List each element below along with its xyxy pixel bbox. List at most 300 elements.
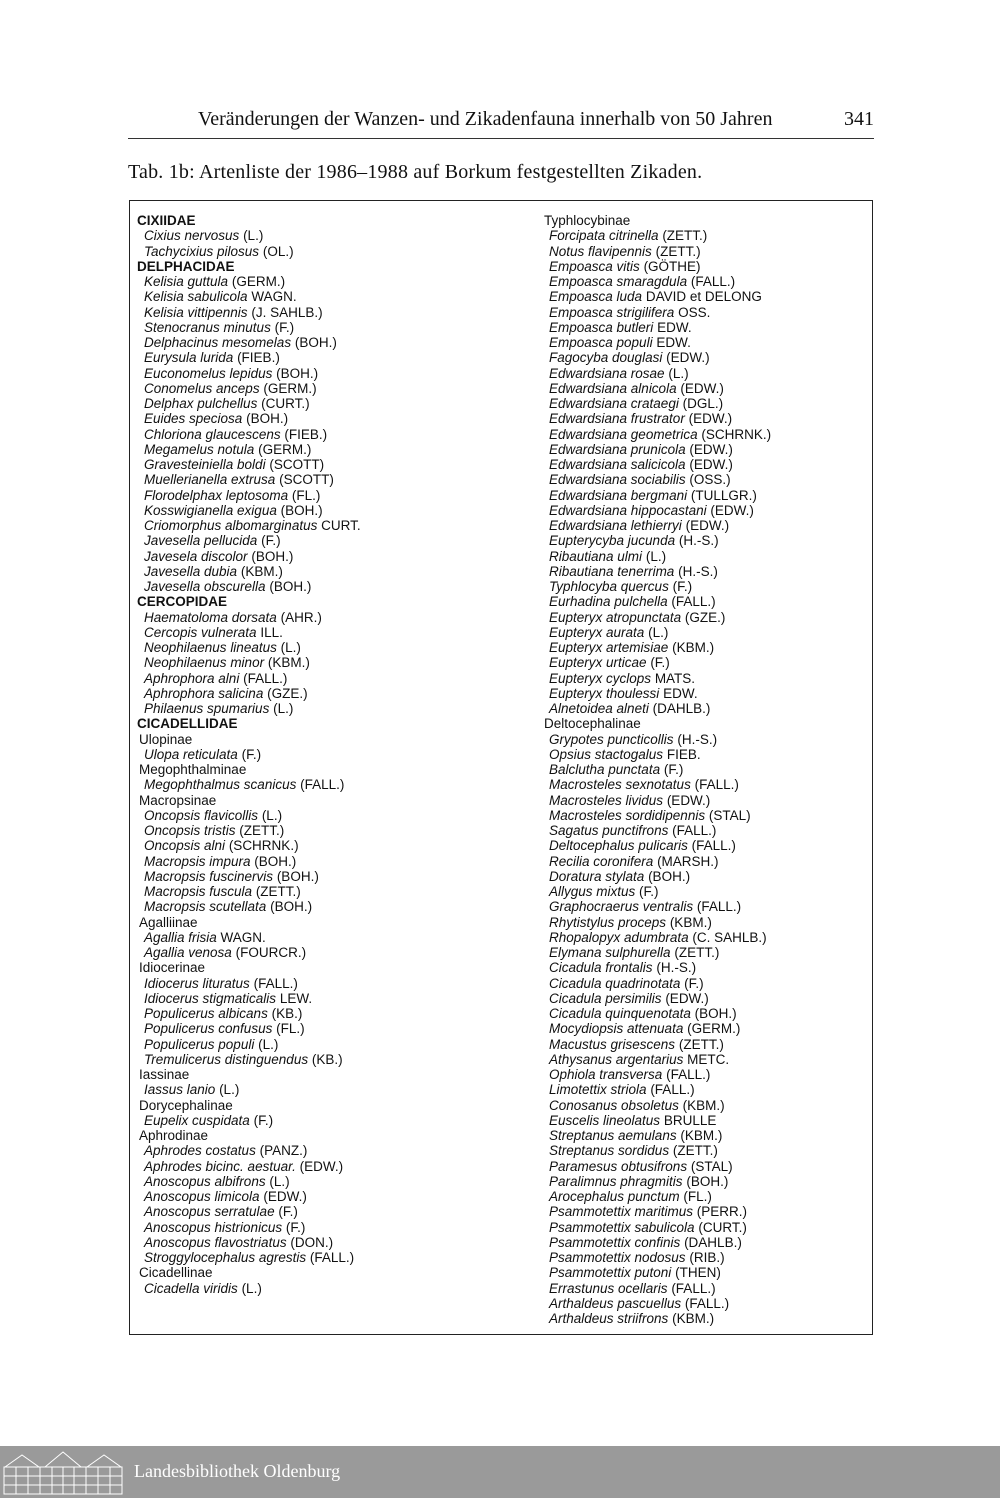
species-name: Cicadula frontalis (549, 960, 653, 976)
species-entry (137, 396, 361, 411)
species-author: (H.-S.) (656, 960, 697, 976)
species-entry (137, 930, 361, 945)
species-name: Empoasca vitis (549, 258, 640, 274)
library-footer-bar (0, 1446, 1000, 1498)
species-author: (L.) (219, 1082, 240, 1098)
species-entry (542, 259, 771, 274)
species-entry (137, 427, 361, 442)
species-name: Oncopsis alni (144, 838, 226, 854)
species-author: (EDW.) (710, 502, 754, 518)
species-entry (137, 610, 361, 625)
library-name: Landesbibliothek Oldenburg (134, 1461, 341, 1481)
species-name: Limotettix striola (549, 1082, 647, 1098)
species-entry (137, 503, 361, 518)
species-name: Psammotettix putoni (549, 1265, 672, 1281)
species-name: Florodelphax leptosoma (144, 487, 289, 503)
species-author: (FALL.) (309, 1250, 355, 1265)
species-entry (542, 350, 771, 365)
species-entry (542, 762, 771, 777)
species-name: Empoasca populi (549, 335, 653, 350)
species-name: Eupelix cuspidata (144, 1112, 250, 1128)
species-author: LEW. (279, 990, 313, 1006)
species-name: Gravesteiniella boldi (144, 457, 266, 472)
species-entry (542, 899, 771, 914)
species-entry (137, 899, 361, 914)
species-name: Typhlocyba quercus (549, 579, 669, 594)
species-name: Allygus mixtus (549, 884, 636, 899)
species-author: (GZE.) (267, 685, 308, 701)
species-entry (137, 1082, 361, 1097)
species-entry (137, 1113, 361, 1128)
species-entry (137, 1281, 361, 1296)
species-author: (PERR.) (696, 1204, 748, 1220)
species-entry (137, 655, 361, 670)
species-author: (BOH.) (280, 502, 323, 518)
species-author: (F.) (639, 884, 659, 899)
species-author: (FALL.) (671, 594, 716, 610)
species-author: (L.) (668, 365, 689, 381)
species-name: Paramesus obtusifrons (549, 1158, 688, 1174)
species-author: (ZETT.) (662, 228, 708, 244)
species-list-left-column (137, 213, 361, 1296)
species-entry (542, 442, 771, 457)
species-entry (542, 854, 771, 869)
species-entry (137, 1006, 361, 1021)
species-name: Idiocerus lituratus (144, 975, 250, 991)
species-name: Populicerus confusus (144, 1021, 273, 1037)
species-author: (F.) (241, 746, 262, 762)
species-author: (EDW.) (665, 990, 709, 1006)
table-caption: Tab. 1b: Artenliste der 1986–1988 auf Borkum festgestellten Zikaden. (128, 161, 703, 183)
species-author: (L.) (269, 1173, 290, 1189)
species-name: Oncopsis tristis (144, 823, 236, 838)
species-name: Anoscopus flavostriatus (144, 1234, 287, 1250)
species-author: (FOURCR.) (235, 945, 307, 960)
family-heading: CICADELLIDAE (137, 716, 238, 732)
species-author: (BOH.) (276, 365, 319, 381)
family-heading: DELPHACIDAE (137, 258, 235, 274)
species-entry (542, 1281, 771, 1296)
species-author: (FALL.) (684, 1295, 730, 1311)
species-entry (542, 1113, 771, 1128)
species-entry (542, 777, 771, 792)
species-entry (137, 350, 361, 365)
species-entry (542, 533, 771, 548)
species-name: Stenocranus minutus (144, 319, 271, 335)
species-author: WAGN. (251, 289, 297, 305)
species-name: Psammotettix sabulicola (549, 1219, 695, 1235)
species-entry (542, 1189, 771, 1204)
species-author: (C. SAHLB.) (692, 929, 767, 945)
species-name: Cercopis vulnerata (144, 624, 257, 640)
species-author: (ZETT.) (655, 243, 701, 259)
species-name: Empoasca luda (549, 289, 643, 305)
species-entry (542, 228, 771, 243)
species-name: Rhytistylus proceps (549, 914, 667, 930)
species-name: Forcipata citrinella (549, 228, 659, 244)
species-entry (542, 945, 771, 960)
species-name: Macropsis scutellata (144, 899, 267, 915)
species-author: (L.) (645, 548, 667, 564)
species-name: Eupteryx atropunctata (549, 609, 682, 625)
species-entry (542, 594, 771, 609)
species-entry (137, 1250, 361, 1265)
species-author: (KBM.) (240, 563, 283, 579)
species-name: Oncopsis flavicollis (144, 807, 259, 823)
species-entry (542, 671, 771, 686)
species-entry (137, 457, 361, 472)
species-author: (BOH.) (686, 1173, 729, 1189)
species-name: Kelisia guttula (144, 274, 229, 289)
species-author: EDW. (656, 335, 691, 350)
species-author: (ZETT.) (239, 823, 285, 838)
species-entry (542, 823, 771, 838)
species-name: Ulopa reticulata (144, 746, 238, 762)
species-name: Megamelus notula (144, 441, 255, 457)
species-entry (137, 411, 361, 426)
species-author: (FL.) (683, 1189, 712, 1204)
species-entry (137, 564, 361, 579)
species-name: Cicadula persimilis (549, 990, 662, 1006)
species-entry (137, 289, 361, 304)
species-name: Javesella dubia (144, 563, 238, 579)
species-author: (SCHRNK.) (228, 838, 299, 854)
species-author: FIEB. (666, 746, 701, 762)
family-heading: CIXIIDAE (137, 213, 196, 228)
species-entry (137, 335, 361, 350)
species-author: (GERM.) (231, 274, 286, 289)
species-entry (542, 305, 771, 320)
species-author: (F.) (650, 655, 670, 671)
species-name: Edwardsiana lethierryi (549, 518, 682, 533)
species-entry (542, 1265, 771, 1280)
species-author: (EDW.) (299, 1158, 344, 1174)
running-header (128, 106, 874, 139)
species-name: Neophilaenus minor (144, 655, 265, 671)
species-author: (KB.) (271, 1006, 303, 1021)
species-entry (137, 701, 361, 716)
species-author: (ZETT.) (672, 1143, 718, 1159)
species-name: Iassus lanio (144, 1082, 216, 1098)
species-author: (ZETT.) (678, 1036, 724, 1052)
species-author: (F.) (684, 975, 704, 991)
species-name: Macrosteles sexnotatus (549, 777, 691, 793)
species-name: Edwardsiana alnicola (549, 380, 677, 396)
species-entry (542, 701, 771, 716)
species-author: (TULLGR.) (690, 487, 757, 503)
species-author: (FALL.) (694, 777, 739, 793)
species-entry (542, 1082, 771, 1097)
species-author: (FALL.) (696, 899, 742, 915)
species-author: (EDW.) (689, 441, 733, 457)
species-entry (542, 335, 771, 350)
species-author: (KBM.) (672, 640, 715, 655)
species-name: Stroggylocephalus agrestis (144, 1250, 307, 1265)
species-entry (542, 289, 771, 304)
species-name: Delphacinus mesomelas (144, 335, 292, 350)
species-entry (137, 1189, 361, 1204)
species-name: Mocydiopsis attenuata (549, 1021, 684, 1037)
species-author: (H.-S.) (677, 731, 718, 747)
species-entry (137, 366, 361, 381)
subfamily-heading: Ulopinae (139, 731, 193, 747)
species-author: (F.) (253, 1112, 274, 1128)
species-entry (542, 1296, 771, 1311)
species-author: (ZETT.) (255, 884, 301, 899)
species-author: (EDW.) (688, 411, 733, 427)
species-name: Conosanus obsoletus (549, 1097, 679, 1113)
species-author: (FL.) (276, 1021, 305, 1037)
species-author: (FALL.) (300, 777, 345, 793)
species-author: (KBM.) (669, 914, 712, 930)
species-author: (L.) (258, 1036, 279, 1052)
species-entry (542, 838, 771, 853)
species-entry (542, 976, 771, 991)
species-name: Anoscopus albifrons (144, 1173, 266, 1189)
species-entry (137, 625, 361, 640)
species-name: Agallia frisia (144, 929, 217, 945)
species-author: (BOH.) (648, 868, 691, 884)
species-name: Eurysula lurida (144, 350, 234, 366)
species-name: Graphocraerus ventralis (549, 899, 694, 915)
species-author: (FALL.) (671, 1280, 716, 1296)
species-entry (542, 1128, 771, 1143)
species-author: (BOH.) (251, 548, 294, 564)
species-author: (GERM.) (687, 1021, 741, 1037)
subfamily-heading: Typhlocybinae (544, 213, 631, 228)
species-entry (542, 579, 771, 594)
species-entry (542, 793, 771, 808)
species-entry (542, 732, 771, 747)
species-author: (RIB.) (689, 1250, 725, 1265)
species-entry (542, 640, 771, 655)
species-author: (L.) (243, 228, 264, 244)
species-name: Cicadula quinquenotata (549, 1006, 691, 1021)
species-entry (542, 960, 771, 975)
species-name: Kosswigianella exigua (144, 502, 277, 518)
species-name: Macropsis impura (144, 853, 251, 869)
species-author: DAVID et DELONG (645, 289, 762, 305)
species-entry (542, 1174, 771, 1189)
species-author: (DAHLB.) (652, 701, 711, 716)
species-entry (137, 869, 361, 884)
species-author: (L.) (261, 807, 283, 823)
species-author: (FL.) (291, 487, 321, 503)
species-entry (137, 442, 361, 457)
species-author: (CURT.) (698, 1219, 747, 1235)
species-author: (BOH.) (694, 1006, 737, 1021)
species-entry (137, 838, 361, 853)
species-author: (H.-S.) (678, 563, 718, 579)
species-author: (GERM.) (258, 441, 312, 457)
species-name: Aphrophora alni (144, 670, 240, 686)
species-name: Psammotettix confinis (549, 1234, 681, 1250)
species-author: (F.) (663, 762, 684, 777)
species-name: Aphrodes bicinc. aestuar. (144, 1158, 296, 1174)
species-name: Rhopalopyx adumbrata (549, 929, 689, 945)
species-entry (542, 747, 771, 762)
species-author: (H.-S.) (678, 533, 719, 549)
species-entry (137, 1220, 361, 1235)
species-author: BRULLE (663, 1112, 717, 1128)
species-author: (L.) (273, 701, 294, 716)
species-author: (FALL.) (691, 838, 736, 854)
species-author: (EDW.) (666, 350, 710, 366)
species-list-right-column (542, 213, 771, 1326)
species-name: Edwardsiana crataegi (549, 396, 679, 411)
species-author: METC. (687, 1051, 730, 1067)
species-name: Anoscopus histrionicus (144, 1219, 283, 1235)
species-author: (FALL.) (243, 670, 288, 686)
species-author: WAGN. (220, 929, 266, 945)
species-author: (FALL.) (650, 1082, 695, 1098)
species-entry (542, 396, 771, 411)
species-name: Paralimnus phragmitis (549, 1173, 683, 1189)
species-author: (FALL.) (690, 274, 736, 289)
species-name: Recilia coronifera (549, 853, 654, 869)
library-building-icon (2, 1449, 124, 1496)
species-name: Cixius nervosus (144, 228, 240, 244)
species-entry (137, 1235, 361, 1250)
species-entry (137, 244, 361, 259)
species-entry (137, 1037, 361, 1052)
species-name: Eupteryx artemisiae (549, 640, 669, 655)
species-author: (FIEB.) (284, 426, 328, 442)
species-author: (L.) (648, 624, 669, 640)
species-name: Arthaldeus striifrons (549, 1311, 669, 1326)
species-author: CURT. (321, 518, 361, 533)
species-name: Aphrodes costatus (144, 1143, 256, 1159)
species-author: (ZETT.) (674, 945, 720, 960)
species-entry (542, 1021, 771, 1036)
subfamily-heading: Cicadellinae (139, 1265, 213, 1281)
species-author: (OSS.) (689, 472, 731, 488)
species-entry (137, 549, 361, 564)
species-entry (542, 1159, 771, 1174)
species-author: (F.) (261, 533, 281, 549)
species-name: Macrosteles sordidipennis (549, 807, 706, 823)
species-entry (137, 472, 361, 487)
species-entry (542, 1143, 771, 1158)
species-name: Eurhadina pulchella (549, 594, 668, 610)
species-name: Tachycixius pilosus (144, 243, 260, 259)
species-name: Cicadula quadrinotata (549, 975, 681, 991)
species-name: Kelisia sabulicola (144, 289, 248, 305)
species-entry (542, 686, 771, 701)
species-author: (STAL) (690, 1158, 733, 1174)
species-name: Conomelus anceps (144, 380, 260, 396)
species-author: (EDW.) (680, 380, 724, 396)
species-author: (J. SAHLB.) (251, 304, 323, 320)
species-entry (542, 503, 771, 518)
species-author: (SCOTT) (269, 457, 325, 472)
species-name: Eupteryx cyclops (549, 670, 652, 686)
species-name: Macropsis fuscula (144, 884, 253, 899)
species-entry (542, 457, 771, 472)
species-author: (L.) (280, 640, 301, 655)
species-entry (137, 488, 361, 503)
species-name: Empoasca strigilifera (549, 304, 675, 320)
species-entry (137, 1174, 361, 1189)
species-author: (FALL.) (253, 975, 298, 991)
species-name: Euides speciosa (144, 411, 243, 427)
species-name: Edwardsiana salicicola (549, 457, 686, 472)
species-entry (137, 305, 361, 320)
species-entry (542, 1052, 771, 1067)
species-author: (KB.) (311, 1051, 343, 1067)
species-entry (137, 808, 361, 823)
species-name: Eupteryx thoulessi (549, 685, 660, 701)
species-entry (137, 1159, 361, 1174)
species-entry (137, 747, 361, 762)
species-entry (137, 884, 361, 899)
species-author: MATS. (654, 670, 696, 686)
species-entry (137, 823, 361, 838)
species-name: Streptanus sordidus (549, 1143, 670, 1159)
species-entry (542, 1037, 771, 1052)
subfamily-heading: Idiocerinae (139, 960, 206, 976)
species-entry (137, 579, 361, 594)
species-name: Populicerus albicans (144, 1006, 268, 1021)
species-author: (STAL) (708, 807, 751, 823)
species-name: Macropsis fuscinervis (144, 868, 274, 884)
species-entry (137, 945, 361, 960)
species-author: (PANZ.) (259, 1143, 308, 1159)
species-author: (EDW.) (666, 792, 711, 808)
species-entry (137, 518, 361, 533)
species-entry (542, 655, 771, 670)
species-entry (542, 488, 771, 503)
species-entry (542, 1067, 771, 1082)
species-author: (DON.) (290, 1234, 334, 1250)
species-name: Psammotettix nodosus (549, 1250, 686, 1265)
species-name: Eupteryx urticae (549, 655, 647, 671)
species-name: Aphrophora salicina (144, 685, 264, 701)
subfamily-heading: Megophthalminae (139, 762, 247, 777)
species-author: OSS. (678, 304, 711, 320)
species-entry (542, 320, 771, 335)
species-entry (137, 991, 361, 1006)
species-author: (BOH.) (254, 853, 297, 869)
species-author: ILL. (260, 624, 283, 640)
species-author: (EDW.) (689, 457, 733, 472)
species-name: Empoasca butleri (549, 319, 654, 335)
species-author: (F.) (274, 319, 295, 335)
species-entry (542, 915, 771, 930)
subfamily-heading: Macropsinae (139, 792, 217, 808)
species-name: Balclutha punctata (549, 762, 661, 777)
species-author: (KBM.) (682, 1097, 725, 1113)
species-author: (EDW.) (685, 518, 730, 533)
species-author: (F.) (672, 579, 693, 594)
species-author: (GÖTHE) (643, 258, 701, 274)
species-entry (542, 808, 771, 823)
species-name: Athysanus argentarius (549, 1051, 684, 1067)
species-name: Kelisia vittipennis (144, 304, 248, 320)
species-entry (542, 610, 771, 625)
species-name: Muellerianella extrusa (144, 472, 276, 488)
species-name: Ribautiana tenerrima (549, 563, 675, 579)
species-entry (137, 1052, 361, 1067)
species-author: (EDW.) (263, 1189, 307, 1204)
species-name: Alnetoidea alneti (549, 701, 649, 716)
species-entry (542, 1098, 771, 1113)
species-name: Psammotettix maritimus (549, 1204, 694, 1220)
running-title: Veränderungen der Wanzen- und Zikadenfauna innerhalb von 50 Jahren (198, 108, 773, 130)
species-author: (BOH.) (246, 411, 289, 427)
species-author: (THEN) (675, 1265, 721, 1281)
species-name: Streptanus aemulans (549, 1128, 677, 1143)
